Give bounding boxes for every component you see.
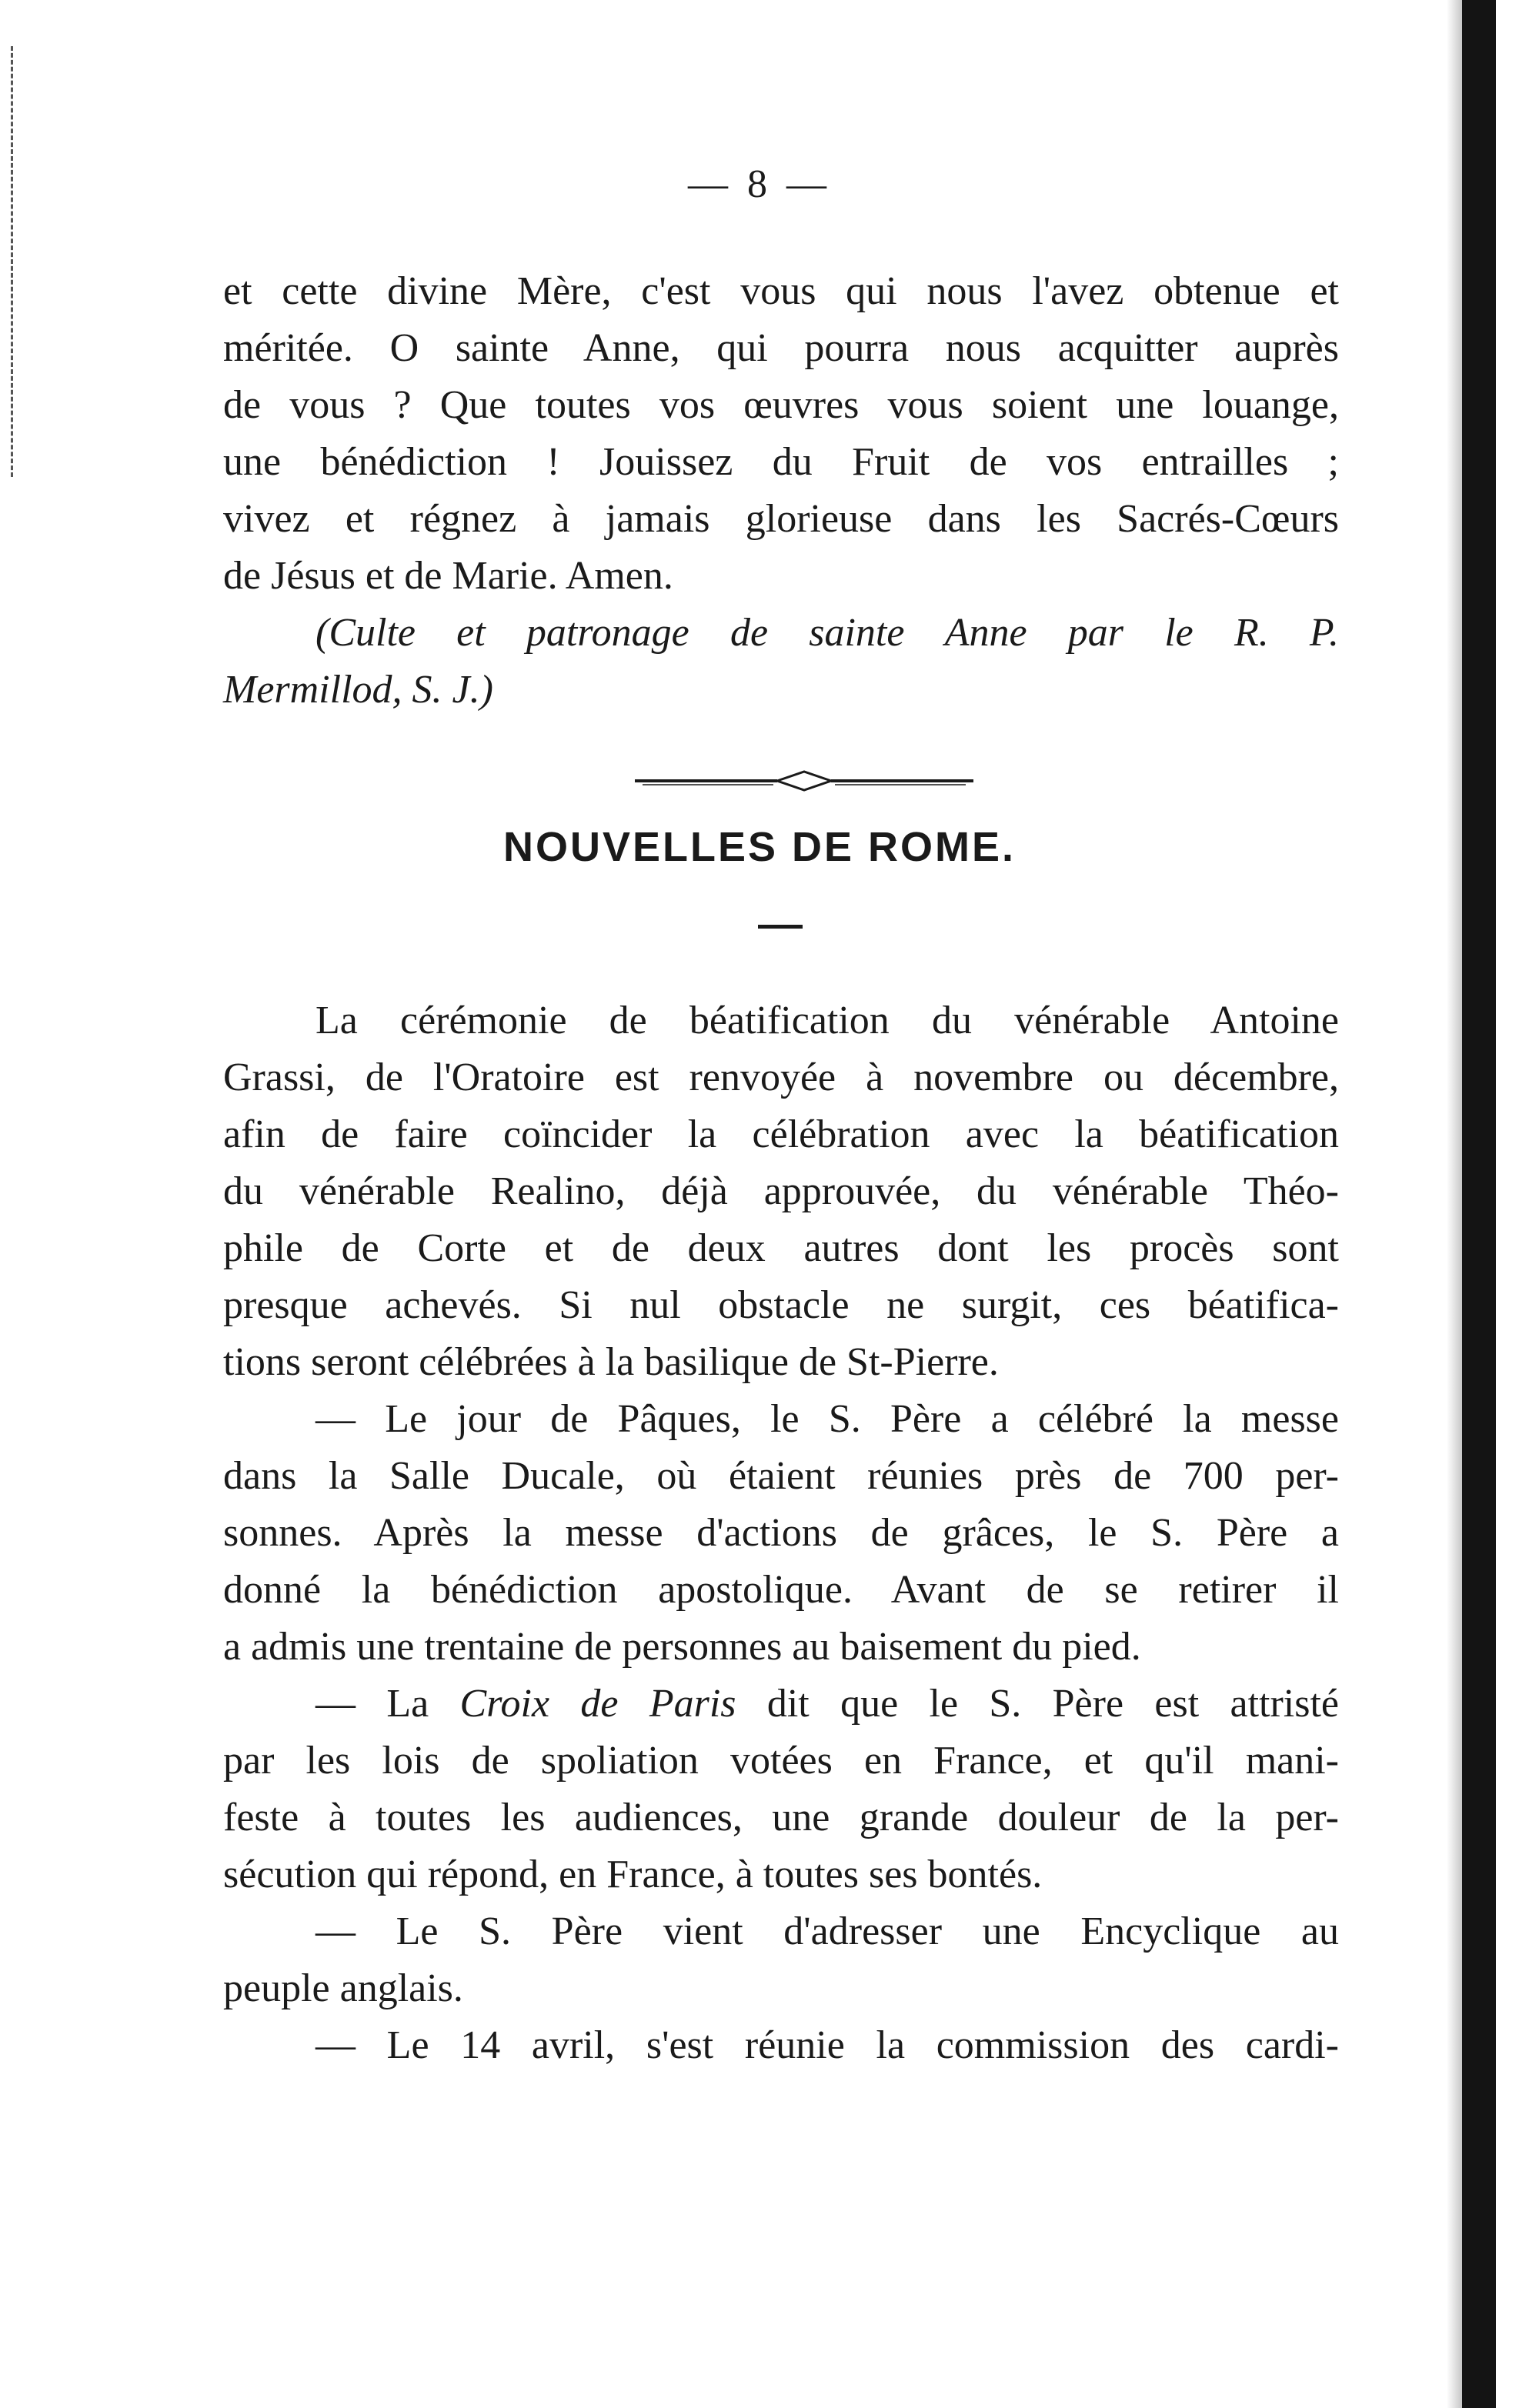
text-line: de vous ? Que toutes vos œuvres vous soient une louange, xyxy=(223,383,1339,427)
text-line: — Le 14 avril, s'est réunie la commission des cardi- xyxy=(315,2023,1339,2067)
text-line: par les lois de spoliation votées en France, et qu'il mani- xyxy=(223,1739,1339,1783)
text-line: peuple anglais. xyxy=(223,1966,463,2010)
text-line: et cette divine Mère, c'est vous qui nous l'avez obtenue et xyxy=(223,269,1339,313)
text-line: méritée. O sainte Anne, qui pourra nous acquitter auprès xyxy=(223,326,1339,370)
text-line: feste à toutes les audiences, une grande douleur de la per- xyxy=(223,1796,1339,1839)
text-line: a admis une trentaine de personnes au baisement du pied. xyxy=(223,1625,1141,1669)
section-heading: NOUVELLES DE ROME. xyxy=(502,824,1017,870)
text-line: vivez et régnez à jamais glorieuse dans les Sacrés-Cœurs xyxy=(223,497,1339,541)
prayer-text xyxy=(223,263,1339,719)
text-fragment: dit que le S. Père est attristé xyxy=(736,1682,1339,1726)
news-section xyxy=(223,992,1339,2074)
heading-dash xyxy=(758,925,803,929)
text-line: une bénédiction ! Jouissez du Fruit de vos entrailles ; xyxy=(223,440,1339,484)
text-line: sécution qui répond, en France, à toutes ses bontés. xyxy=(223,1853,1043,1896)
page-number: — 8 — xyxy=(688,162,831,206)
text-line: afin de faire coïncider la célébration avec la béatification xyxy=(223,1112,1339,1156)
text-line: du vénérable Realino, déjà approuvée, du vénérable Théo- xyxy=(223,1169,1339,1213)
ornamental-divider xyxy=(635,765,973,796)
text-fragment: — La xyxy=(315,1682,460,1726)
text-line: donné la bénédiction apostolique. Avant de se retirer il xyxy=(223,1568,1339,1612)
text-line: de Jésus et de Marie. Amen. xyxy=(223,554,673,598)
text-line: dans la Salle Ducale, où étaient réunies près de 700 per- xyxy=(223,1454,1339,1498)
left-margin-marks xyxy=(11,46,16,477)
citation-line: Mermillod, S. J.) xyxy=(223,668,493,712)
text-line: — Le S. Père vient d'adresser une Encyclique au xyxy=(315,1909,1339,1953)
page-edge-shadow xyxy=(1447,0,1462,2408)
newspaper-title: Croix de Paris xyxy=(459,1682,736,1726)
text-line: presque achevés. Si nul obstacle ne surgit, ces béatifica- xyxy=(223,1283,1339,1327)
book-spine-edge xyxy=(1462,0,1496,2408)
text-line xyxy=(223,1676,1339,1733)
text-line: tions seront célébrées à la basilique de St-Pierre. xyxy=(223,1340,999,1384)
text-line: Grassi, de l'Oratoire est renvoyée à novembre ou décembre, xyxy=(223,1056,1339,1099)
text-line: La cérémonie de béatification du vénérable Antoine xyxy=(315,999,1339,1042)
citation-line: (Culte et patronage de sainte Anne par le R. P. xyxy=(315,611,1339,655)
text-line: sonnes. Après la messe d'actions de grâces, le S. Père a xyxy=(223,1511,1339,1555)
text-line: phile de Corte et de deux autres dont les procès sont xyxy=(223,1226,1339,1270)
text-line: — Le jour de Pâques, le S. Père a célébré la messe xyxy=(315,1397,1339,1441)
